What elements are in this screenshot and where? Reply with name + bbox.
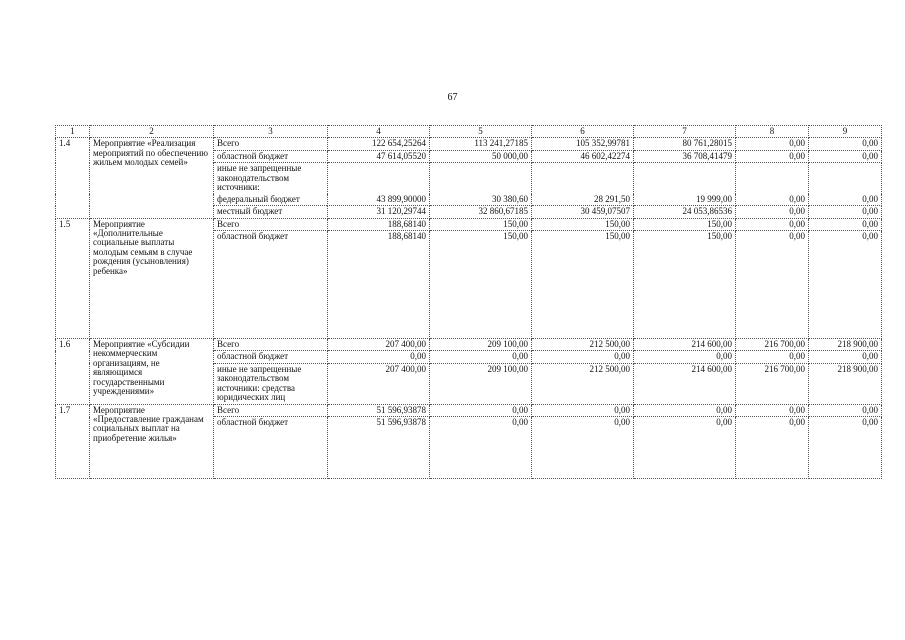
header-col-5: 5 — [430, 126, 532, 138]
value-cell: 0,00 — [736, 150, 809, 162]
value-cell: 212 500,00 — [532, 363, 634, 404]
value-cell: 216 700,00 — [736, 338, 809, 350]
header-col-2: 2 — [90, 126, 214, 138]
row-code: 1.6 — [56, 338, 90, 404]
table-row — [56, 338, 882, 350]
value-cell: 150,00 — [532, 218, 634, 230]
value-cell: 188,68140 — [328, 230, 430, 338]
value-cell: 0,00 — [809, 138, 882, 150]
value-cell: 30 380,60 — [430, 163, 532, 206]
funding-source: областной бюджет — [214, 150, 328, 162]
value-cell: 0,00 — [809, 351, 882, 363]
value-cell: 30 459,07507 — [532, 206, 634, 218]
value-cell: 0,00 — [736, 138, 809, 150]
table-row — [56, 138, 882, 150]
value-cell: 150,00 — [430, 218, 532, 230]
header-col-1: 1 — [56, 126, 90, 138]
header-col-3: 3 — [214, 126, 328, 138]
value-cell: 0,00 — [328, 351, 430, 363]
value-cell: 188,68140 — [328, 218, 430, 230]
value-cell: 122 654,25264 — [328, 138, 430, 150]
funding-source: федеральный бюджет — [214, 194, 328, 206]
value-cell: 80 761,28015 — [634, 138, 736, 150]
funding-source: областной бюджет — [214, 417, 328, 479]
table-row — [56, 218, 882, 230]
value-cell: 207 400,00 — [328, 338, 430, 350]
value-cell: 0,00 — [809, 218, 882, 230]
value-cell: 51 596,93878 — [328, 417, 430, 479]
value-cell: 0,00 — [430, 351, 532, 363]
value-cell: 0,00 — [634, 417, 736, 479]
value-cell: 0,00 — [809, 150, 882, 162]
funding-source: иные не запрещенные законодательством источники: — [214, 163, 328, 194]
value-cell: 0,00 — [532, 351, 634, 363]
value-cell: 0,00 — [736, 230, 809, 338]
value-cell: 31 120,29744 — [328, 206, 430, 218]
funding-source: местный бюджет — [214, 206, 328, 218]
header-col-8: 8 — [736, 126, 809, 138]
header-col-4: 4 — [328, 126, 430, 138]
value-cell: 150,00 — [430, 230, 532, 338]
value-cell: 32 860,67185 — [430, 206, 532, 218]
value-cell: 43 899,90000 — [328, 163, 430, 206]
funding-source: Всего — [214, 138, 328, 150]
value-cell: 0,00 — [736, 351, 809, 363]
value-cell: 214 600,00 — [634, 338, 736, 350]
row-name: Мероприятие «Реализация мероприятий по обеспечению жильем молодых семей» — [90, 138, 214, 218]
funding-source: областной бюджет — [214, 230, 328, 338]
header-col-7: 7 — [634, 126, 736, 138]
value-cell: 0,00 — [634, 404, 736, 416]
row-code: 1.7 — [56, 404, 90, 478]
value-cell: 0,00 — [809, 417, 882, 479]
value-cell: 0,00 — [809, 163, 882, 206]
funding-source: Всего — [214, 218, 328, 230]
value-cell: 0,00 — [809, 206, 882, 218]
value-cell: 0,00 — [736, 404, 809, 416]
funding-source: Всего — [214, 338, 328, 350]
value-cell: 150,00 — [634, 218, 736, 230]
value-cell: 0,00 — [532, 404, 634, 416]
value-cell: 207 400,00 — [328, 363, 430, 404]
table-row — [56, 404, 882, 416]
value-cell: 46 602,42274 — [532, 150, 634, 162]
value-cell: 0,00 — [736, 218, 809, 230]
value-cell: 0,00 — [532, 417, 634, 479]
value-cell: 51 596,93878 — [328, 404, 430, 416]
header-col-6: 6 — [532, 126, 634, 138]
value-cell: 50 000,00 — [430, 150, 532, 162]
funding-source: иные не запрещенные законодательством источники: средства юридических лиц — [214, 363, 328, 404]
value-cell: 218 900,00 — [809, 338, 882, 350]
value-cell: 0,00 — [736, 163, 809, 206]
value-cell: 150,00 — [634, 230, 736, 338]
row-code: 1.5 — [56, 218, 90, 338]
value-cell: 0,00 — [736, 206, 809, 218]
value-cell: 0,00 — [430, 417, 532, 479]
value-cell: 36 708,41479 — [634, 150, 736, 162]
value-cell: 0,00 — [736, 417, 809, 479]
value-cell: 218 900,00 — [809, 363, 882, 404]
funding-source: Всего — [214, 404, 328, 416]
value-cell: 0,00 — [430, 404, 532, 416]
row-name: Мероприятие «Субсидии некоммерческим организациям, не являющимся государственными учреждениями» — [90, 338, 214, 404]
value-cell: 0,00 — [634, 351, 736, 363]
value-cell: 113 241,27185 — [430, 138, 532, 150]
value-cell: 0,00 — [809, 230, 882, 338]
value-cell: 212 500,00 — [532, 338, 634, 350]
value-cell: 19 999,00 — [634, 163, 736, 206]
value-cell: 0,00 — [809, 404, 882, 416]
row-name: Мероприятие «Предоставление гражданам социальных выплат на приобретение жилья» — [90, 404, 214, 478]
value-cell: 209 100,00 — [430, 363, 532, 404]
value-cell: 216 700,00 — [736, 363, 809, 404]
budget-table — [55, 125, 882, 479]
value-cell: 105 352,99781 — [532, 138, 634, 150]
funding-source: областной бюджет — [214, 351, 328, 363]
value-cell: 47 614,05520 — [328, 150, 430, 162]
value-cell: 214 600,00 — [634, 363, 736, 404]
header-col-9: 9 — [809, 126, 882, 138]
row-name: Мероприятие «Дополнительные социальные выплаты молодым семьям в случае рождения (усыновления) ребенка» — [90, 218, 214, 338]
page-number: 67 — [447, 92, 458, 103]
row-code: 1.4 — [56, 138, 90, 218]
value-cell: 24 053,86536 — [634, 206, 736, 218]
header-row — [56, 126, 882, 138]
value-cell: 209 100,00 — [430, 338, 532, 350]
value-cell: 150,00 — [532, 230, 634, 338]
value-cell: 28 291,50 — [532, 163, 634, 206]
